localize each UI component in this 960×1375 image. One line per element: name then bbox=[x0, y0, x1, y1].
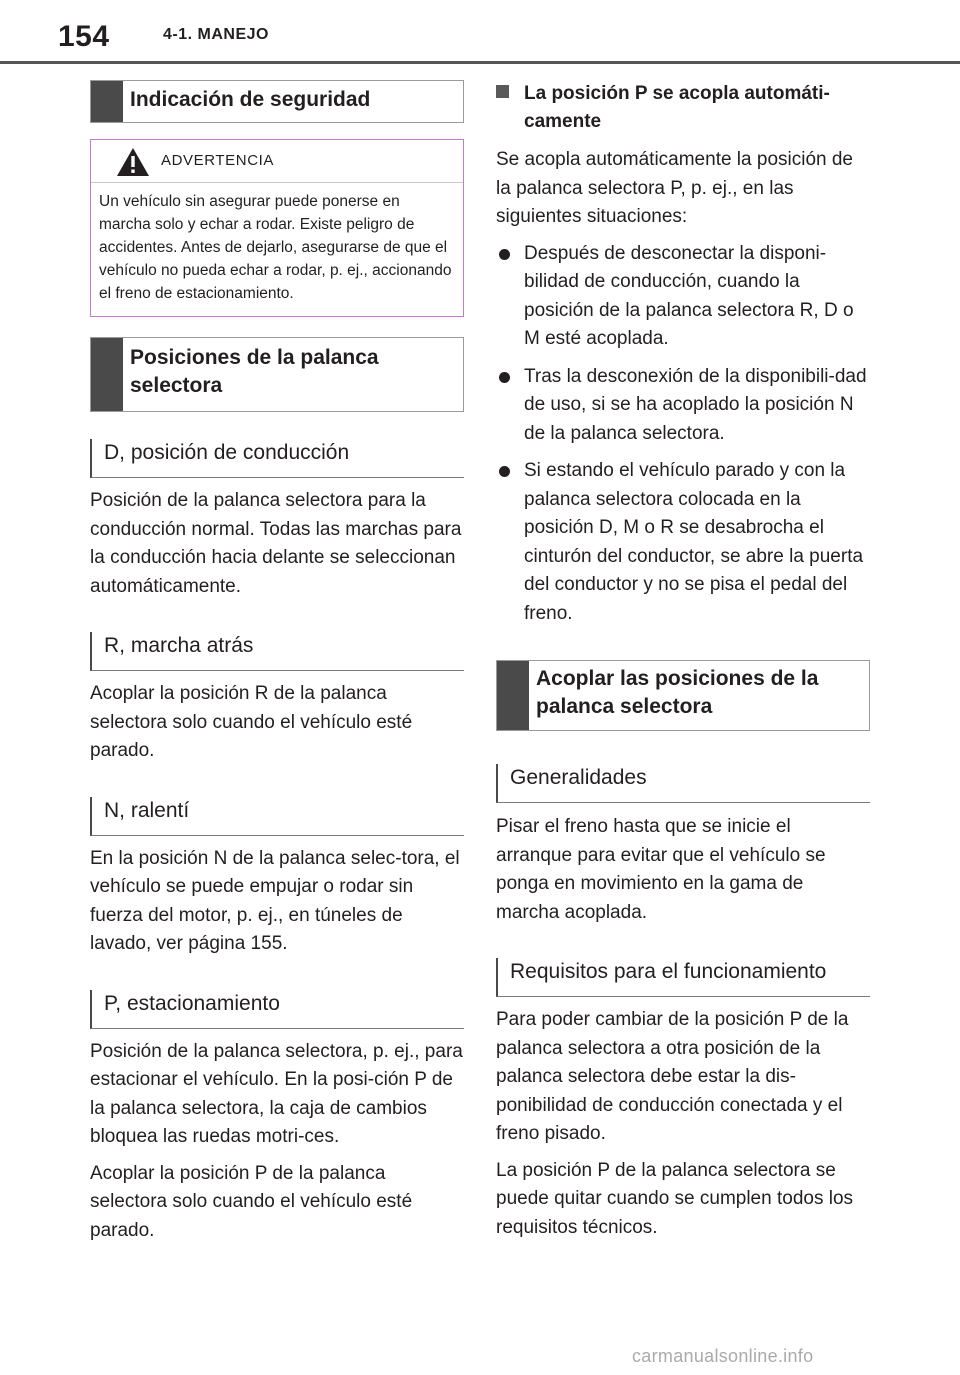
section-d-text: Posición de la palanca selectora para la conducción normal. Todas las marchas para la conducción hacia delante se seleccionan automáticamente. bbox=[90, 490, 462, 597]
section-r bbox=[90, 632, 464, 766]
security-heading: Indicación de seguridad bbox=[130, 88, 371, 111]
auto-p-title: La posición P se acopla automáti-camente bbox=[524, 83, 830, 132]
warning-header bbox=[91, 140, 463, 183]
watermark: carmanualsonline.info bbox=[632, 1346, 814, 1366]
requirements-text-2: La posición P de la palanca selectora se puede quitar cuando se cumplen todos los requisitos técnicos. bbox=[496, 1159, 854, 1238]
right-column bbox=[496, 80, 870, 1242]
section-n-title: N, ralentí bbox=[90, 797, 464, 836]
section-d-title: D, posición de conducción bbox=[90, 439, 464, 478]
section-p-text-2: Acoplar la posición P de la palanca selectora solo cuando el vehículo esté parado. bbox=[90, 1162, 413, 1241]
heading-bar bbox=[91, 81, 123, 122]
bullet-dot-icon bbox=[499, 249, 510, 260]
warning-title: ADVERTENCIA bbox=[161, 152, 275, 169]
section-p bbox=[90, 990, 464, 1246]
section-d bbox=[90, 439, 464, 601]
auto-p-intro: Se acopla automáticamente la posición de la palanca selectora P, p. ej., en las siguientes situaciones: bbox=[496, 149, 854, 227]
general-title: Generalidades bbox=[496, 764, 870, 803]
warning-triangle-icon bbox=[116, 147, 150, 177]
chapter-title: 4-1. MANEJO bbox=[163, 26, 269, 43]
general-text: Pisar el freno hasta que se inicie el arranque para evitar que el vehículo se ponga en movimiento en la gama de marcha acoplada. bbox=[496, 816, 826, 923]
auto-p-heading bbox=[496, 80, 870, 136]
bullet-dot-icon bbox=[499, 466, 510, 477]
requirements-section bbox=[496, 958, 870, 1242]
positions-heading-box bbox=[90, 337, 464, 412]
page-number: 154 bbox=[58, 20, 110, 53]
requirements-text-1: Para poder cambiar de la posición P de la palanca selectora a otra posición de la palanca selectora debe estar la dis-ponibilidad de conducción conectada y el freno pisado. bbox=[496, 1009, 849, 1144]
requirements-title: Requisitos para el funcionamiento bbox=[496, 958, 870, 997]
section-n-text: En la posición N de la palanca selec-tora, el vehículo se puede empujar o rodar sin fuerza del motor, p. ej., en túneles de lavado, ver página 155. bbox=[90, 847, 460, 954]
page-header bbox=[0, 0, 960, 70]
heading-bar bbox=[91, 338, 123, 411]
security-heading-box bbox=[90, 80, 464, 123]
square-bullet-icon bbox=[496, 85, 509, 98]
positions-heading: Posiciones de la palanca selectora bbox=[130, 346, 379, 397]
general-section bbox=[496, 764, 870, 927]
section-n bbox=[90, 797, 464, 959]
warning-text: Un vehículo sin asegurar puede ponerse en marcha solo y echar a rodar. Existe peligro de accidentes. Antes de dejarlo, asegurarse de que el vehículo no pueda echar a rodar, p. ej., accionando el freno de estacionamiento. bbox=[99, 193, 452, 302]
section-p-title: P, estacionamiento bbox=[90, 990, 464, 1029]
auto-p-list bbox=[496, 240, 870, 629]
heading-bar bbox=[497, 661, 529, 730]
section-r-title: R, marcha atrás bbox=[90, 632, 464, 671]
list-item: Después de desconectar la disponi-bilidad de conducción, cuando la posición de la palanca selectora R, D o M esté acoplada. bbox=[496, 240, 870, 354]
list-item: Si estando el vehículo parado y con la palanca selectora colocada en la posición D, M o R se desabrocha el cinturón del conductor, se abre la puerta del conductor y no se pisa el pedal del freno. bbox=[496, 457, 870, 628]
section-p-text-1: Posición de la palanca selectora, p. ej., para estacionar el vehículo. En la posi-ción P de la palanca selectora, la caja de cambios bloquea las ruedas motri-ces. bbox=[90, 1040, 463, 1147]
header-rule bbox=[0, 61, 960, 64]
warning-box bbox=[90, 139, 464, 317]
section-r-text: Acoplar la posición R de la palanca selectora solo cuando el vehículo esté parado. bbox=[90, 683, 413, 761]
engage-heading-box bbox=[496, 660, 870, 731]
bullet-dot-icon bbox=[499, 372, 510, 383]
engage-heading: Acoplar las posiciones de la palanca selectora bbox=[536, 667, 819, 718]
left-column bbox=[90, 80, 464, 1245]
list-item: Tras la desconexión de la disponibili-dad de uso, si se ha acoplado la posición N de la palanca selectora. bbox=[496, 363, 870, 449]
